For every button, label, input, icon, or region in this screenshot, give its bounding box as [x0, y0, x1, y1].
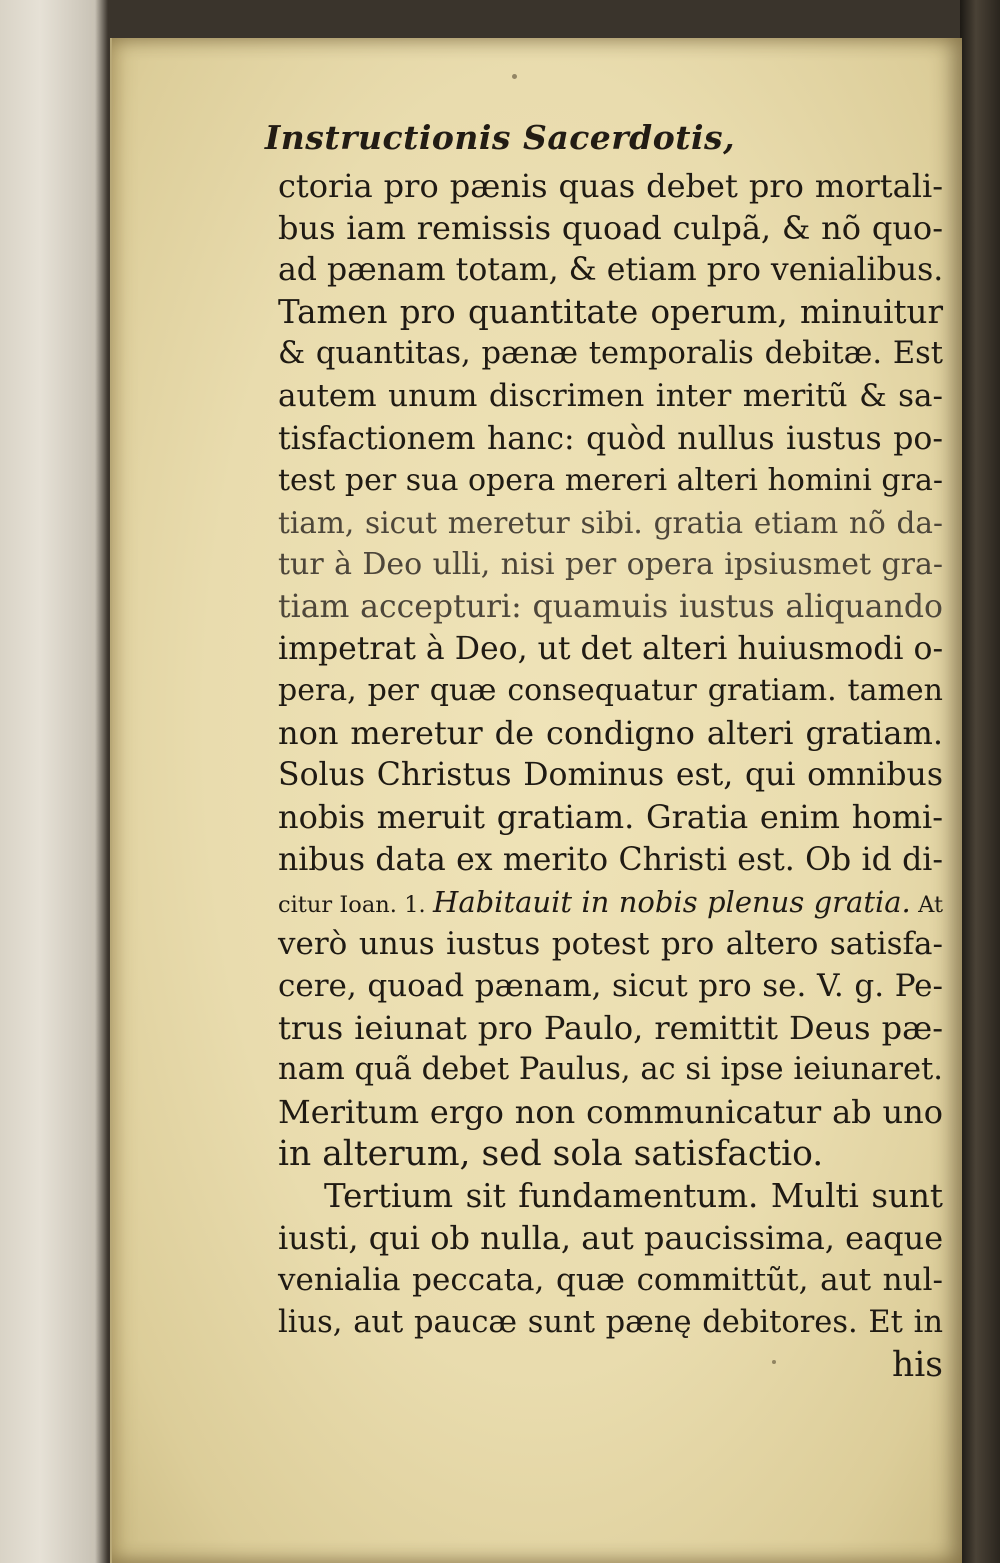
text-line: test per sua opera mereri alteri homini gra-	[278, 462, 943, 498]
running-head: Instructionis Sacerdotis,	[264, 118, 736, 157]
text-line: autem unum discrimen inter meritũ & sa-	[278, 378, 943, 415]
body-text	[278, 165, 943, 1386]
text-line: lius, aut paucæ sunt pænę debitores. Et in	[278, 1304, 943, 1340]
text-line: nobis meruit gratiam. Gratia enim homi-	[278, 798, 943, 837]
text-line: bus iam remissis quoad culpã, & nõ quo-	[278, 209, 943, 248]
text-line: ad pænam totam, & etiam pro venialibus.	[278, 252, 944, 289]
text-line: nam quã debet Paulus, ac si ipse ieiunaret.	[278, 1051, 943, 1087]
book-binding	[960, 0, 1000, 1563]
text-line: tur à Deo ulli, nisi per opera ipsiusmet gra-	[278, 546, 943, 582]
text-line: Meritum ergo non communicatur ab uno	[278, 1093, 943, 1132]
scripture-quote: Habitauit in nobis plenus gratia.	[433, 884, 911, 919]
text-line-with-citation	[278, 881, 943, 923]
ink-speck	[512, 74, 517, 79]
text-line: ctoria pro pænis quas debet pro mortali-	[278, 167, 943, 205]
text-line: venialia peccata, quæ committũt, aut nul-	[278, 1262, 943, 1299]
text-line: impetrat à Deo, ut det alteri huiusmodi o-	[278, 631, 944, 668]
text-line: Tertium sit fundamentum. Multi sunt	[324, 1177, 943, 1216]
citation-prefix: citur Ioan. 1.	[278, 891, 426, 918]
text-line: pera, per quæ consequatur gratiam. tamen	[278, 673, 943, 709]
text-line: iusti, qui ob nulla, aut paucissima, eaque	[278, 1219, 944, 1258]
text-line: tiam accepturi: quamuis iustus aliquando	[278, 588, 943, 625]
text-line: cere, quoad pænam, sicut pro se. V. g. Pe-	[278, 967, 943, 1004]
text-line: tiam, sicut meretur sibi. gratia etiam nõ da-	[278, 505, 943, 540]
catchword: his	[892, 1344, 943, 1385]
citation-suffix: At	[918, 891, 943, 918]
text-line: Solus Christus Dominus est, qui omnibus	[278, 757, 943, 794]
text-line: in alterum, sed sola satisfactio.	[278, 1134, 824, 1175]
text-line: Tamen pro quantitate operum, minuitur	[278, 293, 943, 332]
text-line: & quantitas, pænæ temporalis debitæ. Est	[278, 336, 943, 372]
text-line: nibus data ex merito Christi est. Ob id di-	[278, 841, 943, 878]
text-line: verò unus iustus potest pro altero satisfa-	[278, 925, 943, 962]
text-line: non meretur de condigno alteri gratiam.	[278, 714, 943, 753]
text-line: trus ieiunat pro Paulo, remittit Deus pæ-	[278, 1008, 943, 1047]
text-line: tisfactionem hanc: quòd nullus iustus po-	[278, 420, 943, 457]
